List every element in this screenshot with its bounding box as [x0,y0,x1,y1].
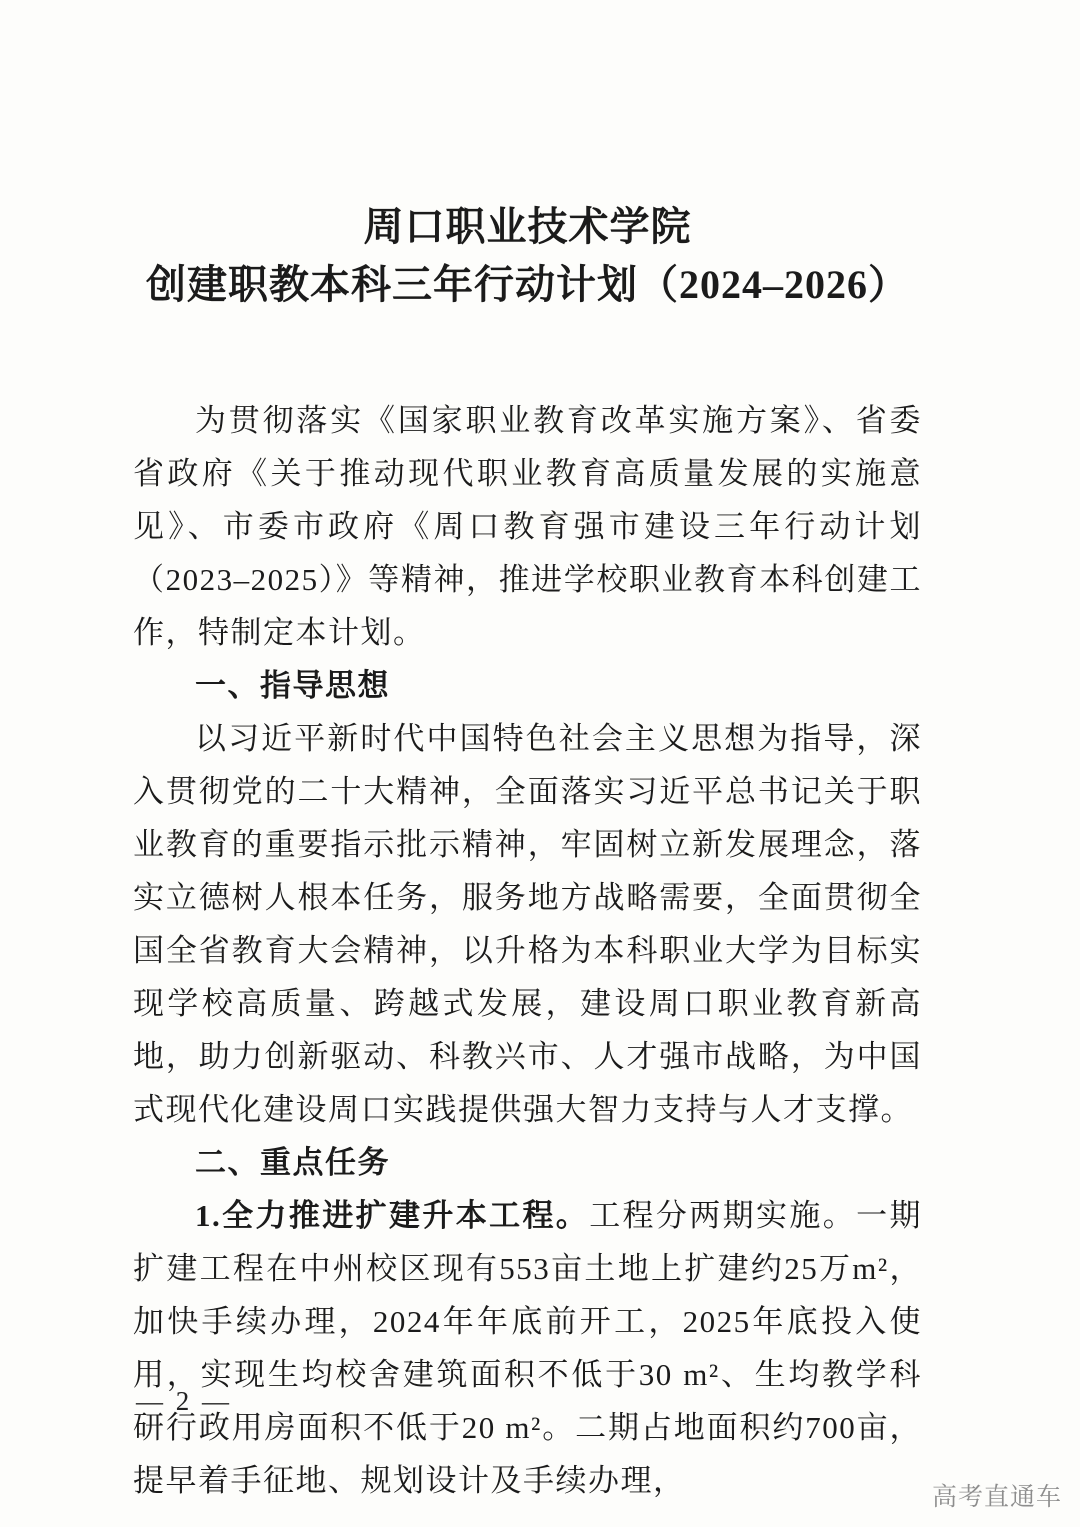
page-number: — 2 — [136,1386,232,1416]
doc-title-line1: 周口职业技术学院 [363,204,692,249]
watermark-label: 高考直通车 [931,1483,1062,1511]
section2-item1-body: 工程分两期实施。一期扩建工程在中州校区现有553亩土地上扩建约25万m²，加快手续办理，2024年年底前开工，2025年底投入使用，实现生均校舍建筑面积不低于30 m²、生均教学科研行政用房面积不低于20 m²。二期占地面积约700亩，提早着手征地、规划设计及手续办理， [133,1198,923,1498]
doc-title-line2: 创建职教本科三年行动计划（2024–2026） [146,262,909,307]
section1-paragraph: 以习近平新时代中国特色社会主义思想为指导，深入贯彻党的二十大精神，全面落实习近平总书记关于职业教育的重要指示批示精神，牢固树立新发展理念，落实立德树人根本任务，服务地方战略需要，全面贯彻全国全省教育大会精神，以升格为本科职业大学为目标实现学校高质量、跨越式发展，建设周口职业教育新高地，助力创新驱动、科教兴市、人才强市战略，为中国式现代化建设周口实践提供强大智力支持与人才支撑。 [133,721,922,1127]
intro-paragraph: 为贯彻落实《国家职业教育改革实施方案》、省委省政府《关于推动现代职业教育高质量发展的实施意见》、市委市政府《周口教育强市建设三年行动计划（2023–2025）》等精神，推进学校职业教育本科创建工作，特制定本计划。 [133,403,922,650]
doc-body [133,394,922,1507]
section2-item1-lead: 1.全力推进扩建升本工程。 [195,1198,590,1233]
section2-heading: 二、重点任务 [195,1145,390,1180]
doc-title [133,198,922,314]
section2-item1-paragraph [133,1189,922,1507]
section1-heading: 一、指导思想 [195,668,390,703]
